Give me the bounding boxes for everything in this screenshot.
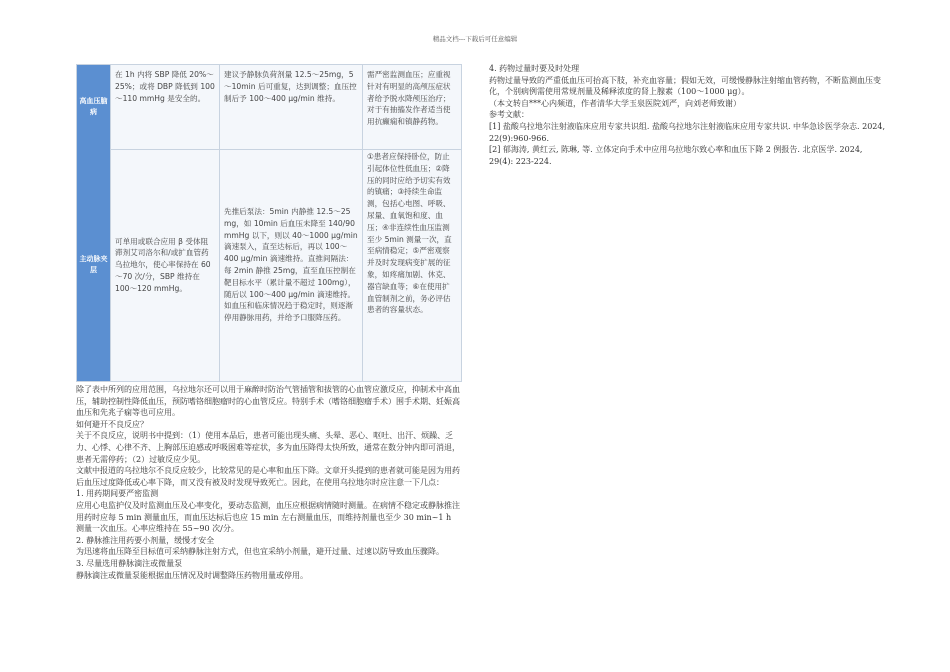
target-cell: 在 1h 内将 SBP 降低 20%～25%；或将 DBP 降低到 100～110 mmHg 是安全的。 bbox=[110, 65, 219, 149]
section-heading: 2. 静脉推注用药要小剂量，缓慢才安全 bbox=[76, 535, 215, 545]
notes-cell: ①患者应保持卧位，防止引起体位性低血压；②降压的同时应给予切实有效的镇痛；③持续生命监测，包括心电图、呼吸、尿量、血氧饱和度、血压；④非连续性血压监测至少 5min 测量一次，直至病情稳定；⑤严密观察并及时发现病变扩展的征象，如疼痛加剧、休克、器官缺血等；⑥在使用扩血管制剂之前，务必评估患者的容量状态。 bbox=[362, 149, 461, 381]
table-row-hypertensive-encephalopathy bbox=[77, 65, 461, 150]
target-cell bbox=[110, 149, 219, 381]
header-note: 精品文档---下载后可任意编辑 bbox=[432, 35, 518, 43]
dosage-table bbox=[76, 64, 462, 382]
paragraph: 药物过量导致的严重低血压可抬高下肢，补充血容量；假如无效，可缓慢静脉注射缩血管药物，不断监测血压变化，个别病例需使用常规剂量及稀释浓度的肾上腺素（100～1000 μg）。 bbox=[489, 75, 881, 97]
paragraph: （本文转自***心内频道，作者清华大学玉泉医院刘严，向刘老师致谢） bbox=[489, 98, 741, 108]
paragraph: 静脉滴注或微量泵能根据血压情况及时调整降压药物用量或停用。 bbox=[76, 570, 308, 580]
paragraph: 如何避开不良反应？ bbox=[76, 419, 148, 429]
section-heading: 1. 用药期间要严密监测 bbox=[76, 489, 159, 499]
section-heading: 3. 尽量选用静脉滴注或微量泵 bbox=[76, 558, 183, 568]
paragraph: 为迅速将血压降至目标值可采纳静脉注射方式，但也宜采纳小剂量，避开过量、过速以防导致血压骤降。 bbox=[76, 547, 444, 557]
dosage-text: 先推后泵法：5min 内静推 12.5～25 mg，如 10min 后血压未降至 140/90 mmHg 以下，则以 40～1000 μg/min 滴速泵入，直至达标后，再以 100～400 μg/min 滴速维持。直推间隔法：每 2min 静推 25mg，直至血压控制在靶目标水平（累计量不超过 100mg），随后以 100～400 μg/min 滴速维持。如血压和临床情况趋于稳定时，则逐渐停用静脉用药，并给予口服降压药。 bbox=[224, 207, 358, 323]
paragraph: 文献中报道的乌拉地尔不良反应较少，比较常见的是心率和血压下降。文章开头提到的患者就可能是因为用药后血压过度降低或心率下降，而又没有被及时发现导致死亡。因此，在使用乌拉地尔时应注意一下几点： bbox=[76, 466, 460, 487]
notes-cell: 需严密监测血压；应重视针对有明显的高颅压症状者给予脱水降颅压治疗；对于有抽搐发作者适当使用抗癫痫和镇静药物。 bbox=[362, 65, 461, 149]
table-row-aortic-dissection bbox=[77, 149, 461, 381]
paragraph: 除了表中所列的应用范围，乌拉地尔还可以用于麻醉时防治气管插管和拔管的心血管应激反应，抑制术中高血压，辅助控制性降低血压，预防嗜铬细胞瘤时的心血管反应。特别手术（嗜铬细胞瘤手术）围手术期、妊娠高血压和先兆子痫等也可应用。 bbox=[76, 385, 460, 418]
reference-item: [1] 盐酸乌拉地尔注射液临床应用专家共识组. 盐酸乌拉地尔注射液临床应用专家共识. 中华急诊医学杂志. 2024, 22(9):960-966. bbox=[489, 121, 886, 143]
right-column-text bbox=[489, 63, 889, 167]
references-heading: 参考文献： bbox=[489, 110, 529, 120]
row-header: 主动脉夹层 bbox=[77, 149, 110, 381]
paragraph: 应用心电监护仪及时监测血压及心率变化，要动态监测，血压应根据病情随时测量。在病情不稳定或静脉推注用药时应每 5 min 测量血压，而血压达标后也应 15 min 左右测量血压，而维持剂量也至少 30 min~1 h 测量一次血压。心率应维持在 55~90 次/分。 bbox=[76, 500, 460, 534]
left-column-text bbox=[76, 384, 460, 581]
reference-item: [2] 郁海涛, 黄红云, 陈琳, 等. 立体定向手术中应用乌拉地尔致心率和血压下降 2 例报告. 北京医学. 2024, 29(4): 223-224. bbox=[489, 145, 863, 166]
target-text: 可单用或联合应用 β 受体阻滞剂艾司洛尔和/或扩血管药乌拉地尔，使心率保持在 60～70 次/分，SBP 维持在 100～120 mmHg。 bbox=[115, 236, 211, 293]
section-heading: 4. 药物过量时要及时处理 bbox=[489, 64, 580, 73]
dosage-cell bbox=[219, 149, 362, 381]
row-header: 高血压脑病 bbox=[77, 65, 110, 149]
paragraph: 关于不良反应，说明书中提到：（1）使用本品后，患者可能出现头痛、头晕、恶心、呕吐、出汗、烦躁、乏力、心悸、心律不齐、上胸部压迫感或呼吸困难等症状，多为血压降得太快所致，通常在数分钟内即可消退，患者无需停药；（2）过敏反应少见。 bbox=[76, 431, 460, 464]
dosage-cell: 建议予静脉负荷剂量 12.5～25mg，5～10min 后可重复，达到调整；血压控制后予 100～400 μg/min 维持。 bbox=[219, 65, 362, 149]
